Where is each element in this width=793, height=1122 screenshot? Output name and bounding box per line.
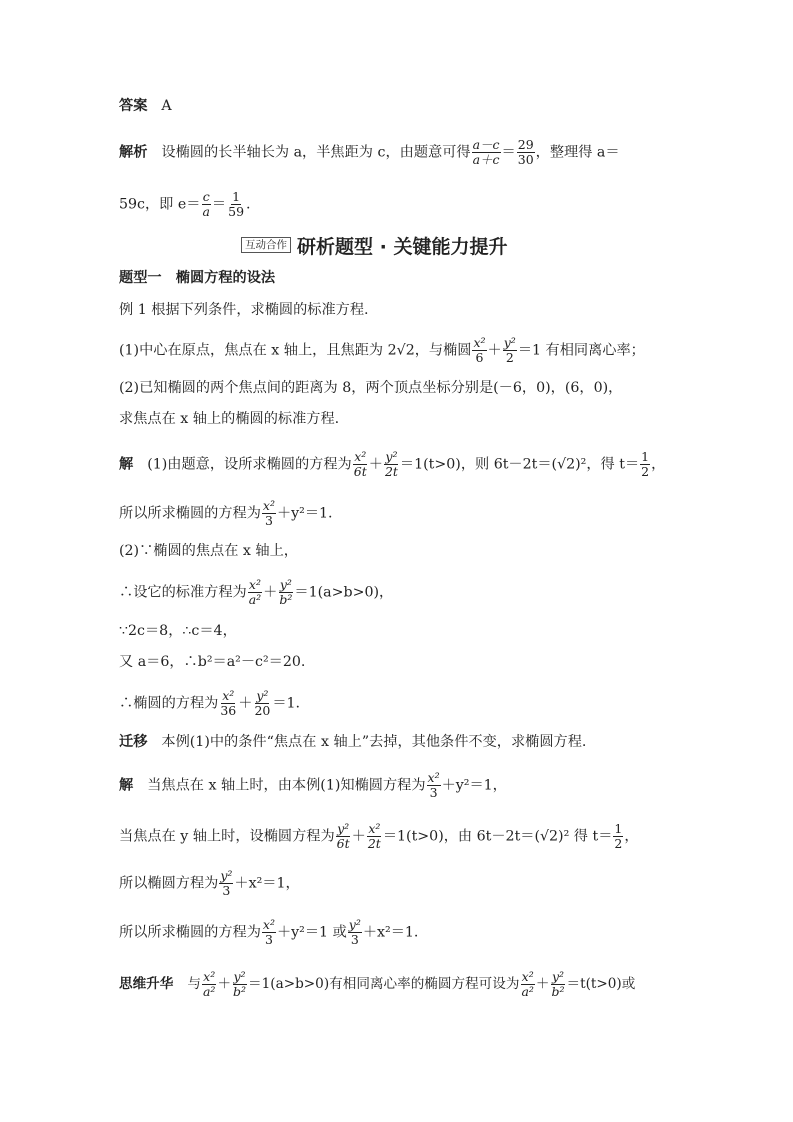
analysis-label: 解析 <box>119 144 148 161</box>
answer-line <box>119 96 172 116</box>
text: ＋x²＝1， <box>234 875 300 892</box>
analysis-line-2 <box>119 190 251 219</box>
thinking-label: 思维升华 <box>119 976 174 992</box>
text: 所以所求椭圆的方程为 <box>119 924 261 941</box>
text: 当焦点在 y 轴上时，设椭圆方程为 <box>119 828 335 845</box>
fraction: $\frac{\text{x²}}{\text{a²}}$ <box>202 969 216 999</box>
fraction: $\frac{c}{a}$ <box>202 189 210 219</box>
solution-label: 解 <box>119 456 134 473</box>
solution-3b <box>119 822 639 851</box>
type-heading <box>119 268 275 288</box>
text: ∵2c＝8，∴c＝4， <box>119 623 237 639</box>
text: 所以椭圆方程为 <box>119 875 219 892</box>
text: ＋ <box>351 828 366 845</box>
solution-3d <box>119 918 418 947</box>
solution-2e <box>119 689 300 718</box>
analysis-line-1 <box>119 138 620 167</box>
fraction: $\frac{\text{x²}}{3}$ <box>262 917 275 947</box>
solution-2c <box>119 621 237 641</box>
text: 当焦点在 x 轴上时，由本例(1)知椭圆方程为 <box>147 777 426 794</box>
text: ＋ <box>238 695 253 712</box>
answer-value: A <box>161 98 172 114</box>
text: ＝1 有相同离心率； <box>517 342 645 359</box>
fraction: $\frac{\text{y²}}{\text{b²}}$ <box>551 969 565 999</box>
text: (1)由题意，设所求椭圆的方程为 <box>147 456 352 473</box>
section-heading <box>241 232 507 258</box>
fraction: $\frac{\text{x²}}{6}$ <box>473 335 486 365</box>
text: (2)已知椭圆的两个焦点间的距离为 8，两个顶点坐标分别是(－6，0)，(6，0)， <box>119 380 623 396</box>
example-heading <box>119 300 369 320</box>
solution-2a <box>119 541 298 561</box>
text: ＝1. <box>272 695 301 712</box>
fraction: $\frac{\text{y²}}{2}$ <box>503 335 516 365</box>
text: ， <box>624 828 639 845</box>
fraction: $\frac{\text{x²}}{6t}$ <box>353 449 367 479</box>
transfer-line <box>119 732 586 752</box>
text: 例 1 根据下列条件，求椭圆的标准方程. <box>119 302 369 318</box>
fraction: $\frac{\text{y²}}{6t}$ <box>336 821 350 851</box>
fraction: $\frac{\text{x²}}{3}$ <box>262 498 275 528</box>
question-1 <box>119 336 645 365</box>
text: ，整理得 a＝ <box>535 144 620 161</box>
solution-2d <box>119 652 305 672</box>
text: ＋x²＝1. <box>362 924 419 941</box>
text: ＋y²＝1， <box>441 777 507 794</box>
text: . <box>246 196 251 213</box>
text: 与 <box>187 976 201 992</box>
fraction: $\frac{\text{x²}}{\text{a²}}$ <box>248 577 262 607</box>
text: 本例(1)中的条件“焦点在 x 轴上”去掉，其他条件不变，求椭圆方程. <box>161 734 587 750</box>
text: ＝ <box>501 144 516 161</box>
fraction: $\frac{1}{2}$ <box>614 821 623 851</box>
text: ＝1(t>0)，由 6t－2t＝(√2)² 得 t＝ <box>382 828 613 845</box>
text: ＋ <box>368 456 383 473</box>
fraction: $\frac{29}{30}$ <box>517 137 534 167</box>
text: ， <box>651 456 666 473</box>
text: ＝ <box>211 196 227 213</box>
fraction: $\frac{\text{x²}}{3}$ <box>427 770 440 800</box>
section-title: 研析题型 · 关键能力提升 <box>297 235 508 258</box>
fraction: $\frac{\text{x²}}{36}$ <box>220 688 237 718</box>
section-badge: 互动合作 <box>241 237 291 253</box>
text: ＝1(a>b>0)有相同离心率的椭圆方程可设为 <box>248 976 520 992</box>
fraction: $\frac{\text{x²}}{\text{a²}}$ <box>521 969 534 999</box>
text: ∴设它的标准方程为 <box>119 584 247 601</box>
fraction: $\frac{1}{2}$ <box>641 449 650 479</box>
solution-2b <box>119 578 393 607</box>
text: (2)∵椭圆的焦点在 x 轴上， <box>119 543 298 559</box>
text: ＋y²＝1 或 <box>276 924 347 941</box>
fraction: $\frac{\text{y²}}{20}$ <box>254 688 271 718</box>
text: ＋ <box>487 342 502 359</box>
text: 所以所求椭圆的方程为 <box>119 505 261 522</box>
fraction: $\frac{\text{x²}}{2t}$ <box>367 821 381 851</box>
solution-3c <box>119 869 300 898</box>
fraction: $\frac{\text{y²}}{2t}$ <box>384 449 398 479</box>
transfer-label: 迁移 <box>119 734 148 750</box>
text: ＋ <box>217 976 232 992</box>
question-2b <box>119 409 339 429</box>
text: ＋ <box>263 584 278 601</box>
text: ∴椭圆的方程为 <box>119 695 219 712</box>
text: 题型一 椭圆方程的设法 <box>119 270 276 286</box>
text: ＝1(t>0)，则 6t－2t＝(√2)²，得 t＝ <box>399 456 640 473</box>
text: ＝t(t>0)或 <box>566 976 636 992</box>
fraction: $\frac{a-c}{a+c}$ <box>472 137 500 167</box>
text: 求焦点在 x 轴上的椭圆的标准方程. <box>119 411 340 427</box>
solution-1-result <box>119 499 333 528</box>
fraction: $\frac{\text{y²}}{\text{b²}}$ <box>279 577 293 607</box>
solution-1 <box>119 450 665 479</box>
text: 又 a＝6，∴b²＝a²－c²＝20. <box>119 654 306 670</box>
fraction: $\frac{\text{y²}}{3}$ <box>348 917 361 947</box>
text: ＝1(a>b>0)， <box>294 584 394 601</box>
answer-label: 答案 <box>119 98 148 114</box>
question-2a <box>119 378 622 398</box>
text: ＋ <box>535 976 550 992</box>
text: 设椭圆的长半轴长为 a，半焦距为 c，由题意可得 <box>161 144 471 161</box>
text: 59c，即 e＝ <box>119 196 201 213</box>
thinking-summary <box>119 970 635 999</box>
solution-label: 解 <box>119 777 134 794</box>
text: (1)中心在原点，焦点在 x 轴上，且焦距为 2√2，与椭圆 <box>119 342 472 359</box>
fraction: $\frac{\text{y²}}{3}$ <box>220 868 233 898</box>
fraction: $\frac{1}{59}$ <box>228 189 245 219</box>
solution-3a <box>119 771 507 800</box>
fraction: $\frac{\text{y²}}{\text{b²}}$ <box>233 969 247 999</box>
text: ＋y²＝1. <box>276 505 333 522</box>
